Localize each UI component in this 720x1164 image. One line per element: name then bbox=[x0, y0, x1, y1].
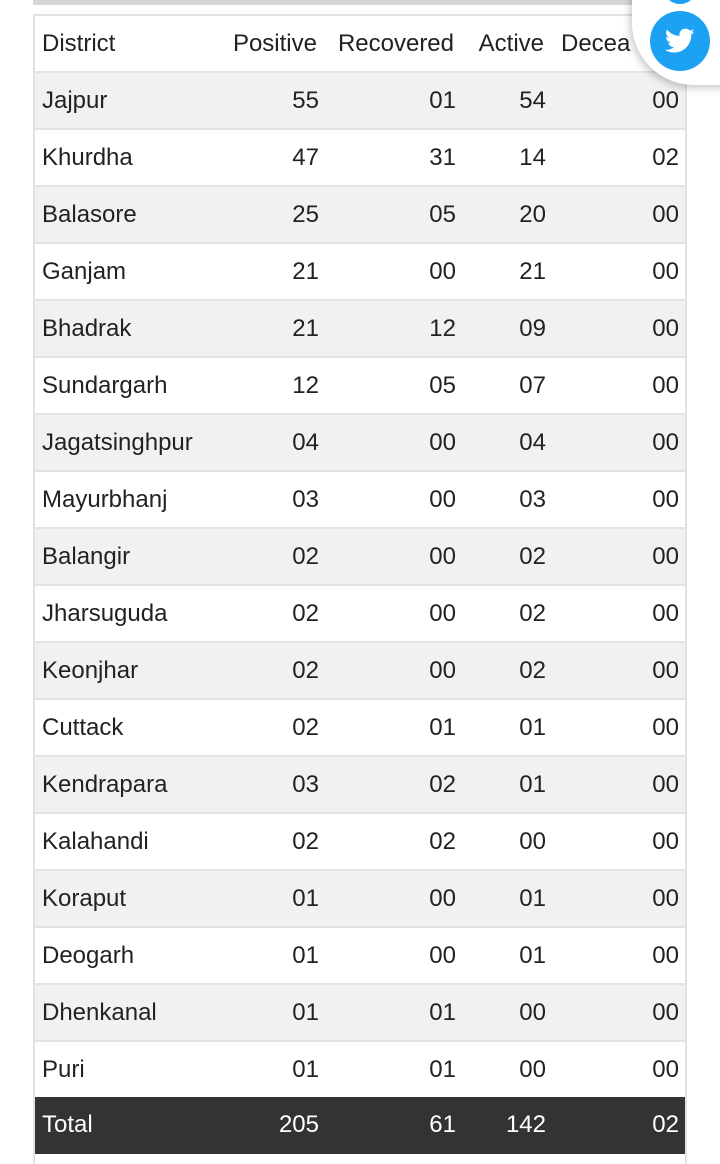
cell-recovered: 12 bbox=[429, 315, 456, 342]
cell-deceased: 00 bbox=[652, 486, 679, 513]
cell-recovered: 00 bbox=[429, 942, 456, 969]
cell-deceased: 00 bbox=[652, 942, 679, 969]
table-row bbox=[35, 470, 685, 527]
cell-district: Mayurbhanj bbox=[42, 486, 168, 513]
cell-district: Jajpur bbox=[42, 87, 108, 114]
cell-positive: 02 bbox=[292, 600, 319, 627]
cell-positive: 04 bbox=[292, 429, 319, 456]
cell-active: 00 bbox=[519, 1056, 546, 1083]
cell-district: Jagatsinghpur bbox=[42, 429, 193, 456]
cell-recovered: 31 bbox=[429, 144, 456, 171]
cell-positive: 02 bbox=[292, 657, 319, 684]
cell-positive: 02 bbox=[292, 543, 319, 570]
cell-recovered: 00 bbox=[429, 657, 456, 684]
cell-deceased: 00 bbox=[652, 1056, 679, 1083]
cell-recovered: 05 bbox=[429, 372, 456, 399]
cell-recovered: 01 bbox=[429, 1056, 456, 1083]
table-row bbox=[35, 71, 685, 128]
total-active: 142 bbox=[505, 1111, 546, 1138]
cell-district: Dhenkanal bbox=[42, 999, 157, 1026]
table-row bbox=[35, 128, 685, 185]
cell-deceased: 00 bbox=[652, 828, 679, 855]
cell-deceased: 00 bbox=[652, 429, 679, 456]
cell-district: Deogarh bbox=[42, 942, 135, 969]
cell-positive: 02 bbox=[292, 714, 319, 741]
cell-recovered: 02 bbox=[429, 828, 456, 855]
cell-district: Keonjhar bbox=[42, 657, 139, 684]
cell-deceased: 00 bbox=[652, 657, 679, 684]
cell-active: 01 bbox=[519, 942, 546, 969]
cell-deceased: 00 bbox=[652, 372, 679, 399]
table-row bbox=[35, 413, 685, 470]
cell-deceased: 00 bbox=[652, 999, 679, 1026]
cell-recovered: 01 bbox=[429, 87, 456, 114]
cell-active: 07 bbox=[519, 372, 546, 399]
cell-active: 04 bbox=[519, 429, 546, 456]
cell-deceased: 00 bbox=[652, 600, 679, 627]
cell-active: 01 bbox=[519, 714, 546, 741]
twitter-icon bbox=[665, 28, 695, 54]
cell-positive: 21 bbox=[292, 258, 319, 285]
cell-active: 00 bbox=[519, 999, 546, 1026]
cell-district: Balasore bbox=[42, 201, 137, 228]
table-header-row bbox=[35, 14, 685, 71]
cell-recovered: 05 bbox=[429, 201, 456, 228]
cell-active: 20 bbox=[519, 201, 546, 228]
table-row bbox=[35, 755, 685, 812]
table-row bbox=[35, 185, 685, 242]
cell-positive: 03 bbox=[292, 486, 319, 513]
cell-positive: 55 bbox=[292, 87, 319, 114]
table-row bbox=[35, 527, 685, 584]
cell-recovered: 00 bbox=[429, 543, 456, 570]
cell-positive: 01 bbox=[292, 885, 319, 912]
cell-deceased: 00 bbox=[652, 87, 679, 114]
cell-recovered: 01 bbox=[429, 999, 456, 1026]
cell-district: Jharsuguda bbox=[42, 600, 168, 627]
cell-recovered: 02 bbox=[429, 771, 456, 798]
cell-positive: 02 bbox=[292, 828, 319, 855]
total-deceased: 02 bbox=[652, 1111, 679, 1138]
total-label: Total bbox=[42, 1111, 93, 1138]
cell-district: Cuttack bbox=[42, 714, 124, 741]
cell-active: 21 bbox=[519, 258, 546, 285]
cell-deceased: 00 bbox=[652, 315, 679, 342]
cell-active: 02 bbox=[519, 657, 546, 684]
total-recovered: 61 bbox=[429, 1111, 456, 1138]
cell-positive: 25 bbox=[292, 201, 319, 228]
cell-deceased: 00 bbox=[652, 258, 679, 285]
header-district: District bbox=[42, 30, 116, 57]
cell-active: 01 bbox=[519, 885, 546, 912]
cell-district: Puri bbox=[42, 1056, 85, 1083]
cell-recovered: 00 bbox=[429, 486, 456, 513]
total-row bbox=[35, 1097, 685, 1154]
cell-deceased: 00 bbox=[652, 714, 679, 741]
cell-district: Balangir bbox=[42, 543, 131, 570]
cell-positive: 01 bbox=[292, 1056, 319, 1083]
cell-district: Ganjam bbox=[42, 258, 127, 285]
table-row bbox=[35, 584, 685, 641]
table-row bbox=[35, 926, 685, 983]
cell-active: 02 bbox=[519, 543, 546, 570]
table-row bbox=[35, 299, 685, 356]
cell-active: 14 bbox=[519, 144, 546, 171]
cell-active: 09 bbox=[519, 315, 546, 342]
cell-recovered: 00 bbox=[429, 429, 456, 456]
table-row bbox=[35, 1040, 685, 1097]
cell-recovered: 00 bbox=[429, 600, 456, 627]
cell-deceased: 00 bbox=[652, 771, 679, 798]
table-row bbox=[35, 983, 685, 1040]
cell-deceased: 00 bbox=[652, 543, 679, 570]
header-recovered: Recovered bbox=[337, 30, 454, 57]
cell-recovered: 01 bbox=[429, 714, 456, 741]
header-deceased: Decea bbox=[561, 30, 631, 57]
header-active: Active bbox=[478, 30, 544, 57]
district-table bbox=[33, 14, 687, 1164]
cell-positive: 03 bbox=[292, 771, 319, 798]
cell-deceased: 02 bbox=[652, 144, 679, 171]
cell-active: 02 bbox=[519, 600, 546, 627]
cell-active: 54 bbox=[519, 87, 546, 114]
cell-deceased: 00 bbox=[652, 201, 679, 228]
table-row bbox=[35, 812, 685, 869]
cell-district: Khurdha bbox=[42, 144, 133, 171]
total-positive: 205 bbox=[278, 1111, 319, 1138]
header-positive: Positive bbox=[232, 30, 317, 57]
cell-recovered: 00 bbox=[429, 885, 456, 912]
cell-positive: 12 bbox=[292, 372, 319, 399]
table-row bbox=[35, 242, 685, 299]
table-row bbox=[35, 869, 685, 926]
table-row bbox=[35, 698, 685, 755]
cell-district: Bhadrak bbox=[42, 315, 132, 342]
cell-positive: 47 bbox=[292, 144, 319, 171]
cell-positive: 01 bbox=[292, 999, 319, 1026]
cell-positive: 01 bbox=[292, 942, 319, 969]
cell-deceased: 00 bbox=[652, 885, 679, 912]
cell-recovered: 00 bbox=[429, 258, 456, 285]
table-row bbox=[35, 641, 685, 698]
table-row bbox=[35, 356, 685, 413]
cell-active: 01 bbox=[519, 771, 546, 798]
cell-active: 00 bbox=[519, 828, 546, 855]
cell-positive: 21 bbox=[292, 315, 319, 342]
cell-district: Kalahandi bbox=[42, 828, 149, 855]
table-top-border bbox=[33, 0, 687, 5]
cell-active: 03 bbox=[519, 486, 546, 513]
cell-district: Kendrapara bbox=[42, 771, 168, 798]
twitter-share-button[interactable] bbox=[650, 11, 710, 71]
cell-district: Sundargarh bbox=[42, 372, 168, 399]
cell-district: Koraput bbox=[42, 885, 127, 912]
